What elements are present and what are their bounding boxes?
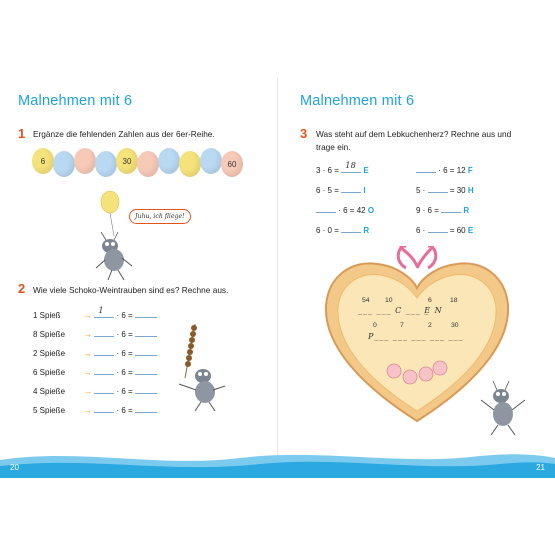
speech-bubble: Juhu, ich fliege! bbox=[129, 209, 191, 224]
task-3-instruction-line2: trage ein. bbox=[316, 142, 351, 152]
code-letter: I bbox=[363, 186, 366, 195]
heart-top-number: 54 bbox=[362, 297, 370, 304]
balloon[interactable]: 60 bbox=[221, 151, 243, 177]
heart-top-number: 6 bbox=[428, 297, 432, 304]
equation-row bbox=[416, 223, 473, 235]
equation-row bbox=[416, 163, 473, 175]
balloon[interactable] bbox=[179, 151, 201, 177]
left-page bbox=[0, 78, 277, 478]
operator-text: · 6 = bbox=[116, 387, 133, 396]
balloon[interactable] bbox=[53, 151, 75, 177]
code-letter: E bbox=[363, 166, 369, 175]
balloon[interactable] bbox=[74, 148, 96, 174]
skewer-row bbox=[33, 327, 157, 339]
skewer-row bbox=[33, 365, 157, 377]
ant-waving-illustration bbox=[473, 378, 533, 438]
equation-row bbox=[416, 203, 469, 215]
equation-row bbox=[316, 163, 369, 175]
operator-text: · 6 = bbox=[116, 330, 133, 339]
handwritten-answer: 1 bbox=[98, 306, 104, 316]
answer-blank[interactable] bbox=[341, 183, 361, 193]
task-2-number: 2 bbox=[18, 281, 26, 296]
balloon[interactable] bbox=[200, 148, 222, 174]
equation-row bbox=[316, 183, 366, 195]
code-letter: E bbox=[467, 226, 474, 235]
balloon[interactable]: 30 bbox=[116, 148, 138, 174]
skewer-row bbox=[33, 384, 157, 396]
result-blank[interactable] bbox=[135, 308, 157, 318]
page-number-left: 20 bbox=[10, 463, 19, 472]
arrow-icon: → bbox=[83, 310, 92, 320]
answer-blank[interactable] bbox=[94, 403, 114, 413]
equation-text: · 6 = 42 bbox=[338, 206, 366, 215]
equation-text: 6 · 0 = bbox=[316, 226, 339, 235]
heart-mid-number: 0 bbox=[373, 322, 377, 329]
task-1-number: 1 bbox=[18, 126, 26, 141]
right-page-title: Malnehmen mit 6 bbox=[300, 93, 415, 109]
answer-blank[interactable] bbox=[94, 327, 114, 337]
skewer-count-label: 2 Spieße bbox=[33, 349, 66, 358]
equation-text: = 30 bbox=[449, 186, 466, 195]
arrow-icon: → bbox=[83, 329, 92, 339]
equation-text: 5 · bbox=[416, 186, 426, 195]
book-spread bbox=[0, 78, 555, 478]
heart-mid-number: 30 bbox=[451, 322, 459, 329]
code-letter: R bbox=[463, 206, 470, 215]
task-2-instruction: Wie viele Schoko-Weintrauben sind es? Rechne aus. bbox=[33, 285, 229, 295]
skewer-count-label: 5 Spieße bbox=[33, 406, 66, 415]
heart-answer-line-1: ___ ___ C ___ E̲ N bbox=[358, 306, 443, 315]
answer-blank[interactable] bbox=[94, 308, 114, 318]
equation-text: 6 · 5 = bbox=[316, 186, 339, 195]
task-3-number: 3 bbox=[300, 126, 308, 141]
answer-blank[interactable] bbox=[94, 365, 114, 375]
code-letter: R bbox=[363, 226, 370, 235]
arrow-icon: → bbox=[83, 348, 92, 358]
equation-text: · 6 = 12 bbox=[438, 166, 466, 175]
answer-blank[interactable] bbox=[316, 203, 336, 213]
handwritten-answer: 18 bbox=[345, 161, 356, 171]
equation-text: 3 · 6 = bbox=[316, 166, 339, 175]
balloon[interactable] bbox=[158, 148, 180, 174]
equation-row bbox=[316, 203, 374, 215]
heart-top-number: 18 bbox=[450, 297, 458, 304]
answer-blank[interactable] bbox=[94, 384, 114, 394]
skewer-count-label: 4 Spieße bbox=[33, 387, 66, 396]
answer-blank[interactable] bbox=[341, 163, 361, 173]
code-letter: O bbox=[367, 206, 375, 215]
heart-top-number: 10 bbox=[385, 297, 393, 304]
task-1-instruction: Ergänze die fehlenden Zahlen aus der 6er-Reihe. bbox=[33, 129, 215, 139]
operator-text: · 6 = bbox=[116, 349, 133, 358]
result-blank[interactable] bbox=[135, 346, 157, 356]
answer-blank[interactable] bbox=[428, 183, 448, 193]
balloon[interactable] bbox=[137, 151, 159, 177]
equation-text: 6 · bbox=[416, 226, 426, 235]
result-blank[interactable] bbox=[135, 384, 157, 394]
task-3-instruction-line1: Was steht auf dem Lebkuchenherz? Rechne aus und bbox=[316, 129, 512, 139]
operator-text: · 6 = bbox=[116, 368, 133, 377]
equation-row bbox=[316, 223, 369, 235]
balloon[interactable]: 6 bbox=[32, 148, 54, 174]
skewer-count-label: 1 Spieß bbox=[33, 311, 61, 320]
ant-with-skewer-illustration bbox=[165, 318, 235, 413]
arrow-icon: → bbox=[83, 405, 92, 415]
answer-blank[interactable] bbox=[428, 223, 448, 233]
skewer-row bbox=[33, 308, 157, 320]
page-number-right: 21 bbox=[536, 463, 545, 472]
operator-text: · 6 = bbox=[116, 311, 133, 320]
heart-mid-number: 2 bbox=[428, 322, 432, 329]
arrow-icon: → bbox=[83, 386, 92, 396]
skewer-count-label: 8 Spieße bbox=[33, 330, 66, 339]
heart-answer-line-2: P___ ___ ___ ___ ___ bbox=[368, 332, 464, 341]
result-blank[interactable] bbox=[135, 403, 157, 413]
balloon[interactable] bbox=[95, 151, 117, 177]
answer-blank[interactable] bbox=[441, 203, 461, 213]
answer-blank[interactable] bbox=[341, 223, 361, 233]
result-blank[interactable] bbox=[135, 365, 157, 375]
skewer-row bbox=[33, 346, 157, 358]
bottom-wave-decoration bbox=[0, 438, 555, 478]
code-letter: H bbox=[467, 186, 474, 195]
equation-text: 9 · 6 = bbox=[416, 206, 439, 215]
operator-text: · 6 = bbox=[116, 406, 133, 415]
equation-text: = 60 bbox=[449, 226, 466, 235]
equation-row bbox=[416, 183, 474, 195]
skewer-row bbox=[33, 403, 157, 415]
right-page bbox=[278, 78, 555, 478]
heart-mid-number: 7 bbox=[400, 322, 404, 329]
ant-with-balloon-illustration bbox=[88, 188, 158, 283]
answer-blank[interactable] bbox=[94, 346, 114, 356]
left-page-title: Malnehmen mit 6 bbox=[18, 93, 133, 109]
arrow-icon: → bbox=[83, 367, 92, 377]
skewer-count-label: 6 Spieße bbox=[33, 368, 66, 377]
answer-blank[interactable] bbox=[416, 163, 436, 173]
result-blank[interactable] bbox=[135, 327, 157, 337]
code-letter: F bbox=[467, 166, 473, 175]
